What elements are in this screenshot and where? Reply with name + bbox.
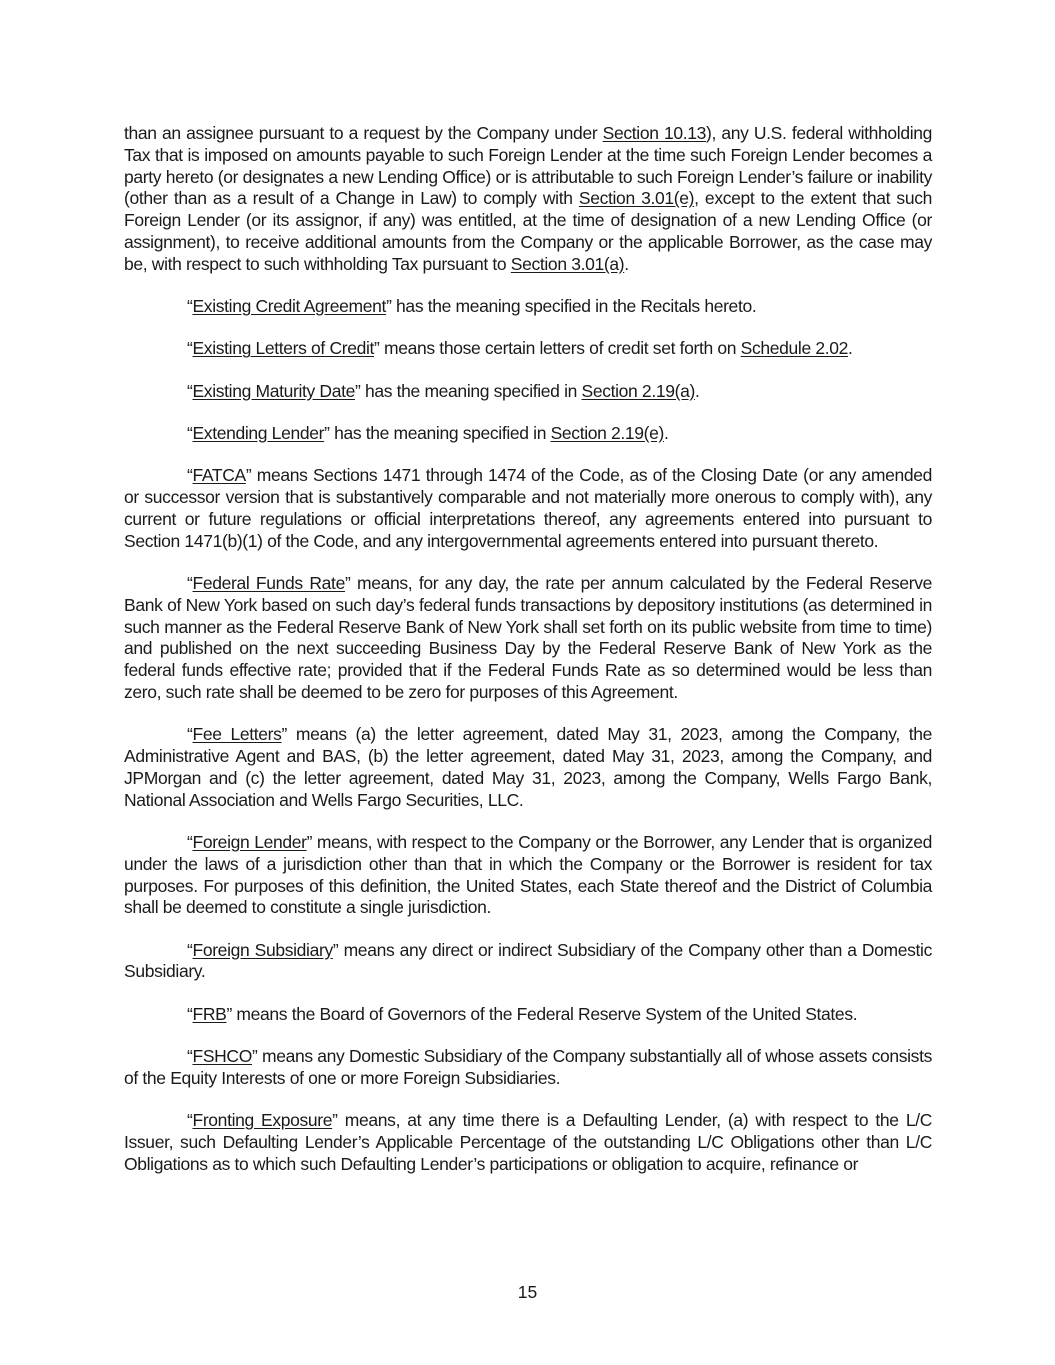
definition-paragraph [124, 381, 932, 403]
document-body [124, 123, 932, 1196]
text-run: ” means the Board of Governors of the Federal Reserve System of the United States. [226, 1003, 858, 1024]
defined-term: Foreign Lender [192, 831, 307, 852]
text-run: ” has the meaning specified in [354, 380, 582, 401]
text-run: ” has the meaning specified in the Recitals hereto. [386, 296, 757, 317]
cross-reference: Section 3.01(a) [510, 253, 625, 274]
text-run: ” means Sections 1471 through 1474 of the Code, as of the Closing Date (or any amended or successor version that is substantively comparable and not materially more onerous to comply with), any current or future regulations or official interpretations thereof, any agreements entered into pursuant to Section 1471(b)(1) of the Code, and any intergovernmental agreements entered into pursuant thereto. [124, 465, 932, 551]
text-run: “ [187, 465, 193, 486]
text-run: “ [187, 1046, 193, 1066]
text-run: . [664, 422, 669, 443]
text-run: . [624, 253, 629, 274]
text-run: ” means (a) the letter agreement, dated May 31, 2023, among the Company, the Administrative Agent and BAS, (b) the letter agreement, dated May 31, 2023, among the Company, and JPMorgan and (c) the letter agreement, dated May 31, 2023, among the Company, Wells Fargo Bank, National Association and Wells Fargo Securities, LLC. [124, 724, 933, 810]
definition-paragraph [124, 338, 932, 360]
cross-reference: Section 2.19(a) [581, 380, 695, 401]
text-run: “ [187, 338, 193, 359]
continuation-paragraph [124, 123, 932, 276]
text-run: “ [187, 572, 193, 593]
defined-term: FRB [192, 1003, 227, 1024]
text-run: ” means, at any time there is a Defaulting Lender, (a) with respect to the L/C Issuer, such Defaulting Lender’s Applicable Percentage of the outstanding L/C Obligations other than L/C Obligations as to which such Defaulting Lender’s participations or obligation to acquire, refinance or [124, 1110, 932, 1174]
definition-paragraph [124, 940, 932, 984]
text-run: ” means any Domestic Subsidiary of the Company substantially all of whose assets consists of the Equity Interests of one or more Foreign Subsidiaries. [124, 1046, 932, 1088]
cross-reference: Section 10.13 [602, 123, 706, 143]
defined-term: FATCA [192, 465, 246, 486]
text-run: “ [187, 1110, 193, 1131]
defined-term: Existing Credit Agreement [192, 296, 387, 317]
defined-term: Extending Lender [192, 422, 325, 443]
page-number: 15 [517, 1282, 538, 1302]
defined-term: Federal Funds Rate [192, 572, 345, 593]
text-run: “ [187, 422, 193, 443]
defined-term: Fee Letters [192, 724, 282, 745]
defined-term: Existing Maturity Date [192, 380, 355, 401]
definition-paragraph [124, 1004, 932, 1026]
definition-paragraph [124, 296, 932, 318]
definition-paragraph [124, 724, 932, 811]
definition-paragraph [124, 573, 932, 704]
text-run: “ [187, 296, 193, 317]
definition-paragraph [124, 423, 932, 445]
defined-term: FSHCO [192, 1046, 252, 1066]
text-run: ” means, for any day, the rate per annum calculated by the Federal Reserve Bank of New York based on such day’s federal funds transactions by depository institutions (as determined in such manner as the Federal Reserve Bank of New York shall set forth on its public website from time to time) and published on the next succeeding Business Day by the Federal Reserve Bank of New York as the federal funds effective rate; provided that if the Federal Funds Rate as so determined would be less than zero, such rate shall be deemed to be zero for purposes of this Agreement. [124, 572, 932, 702]
definition-paragraph [124, 1110, 932, 1175]
text-run: ” means those certain letters of credit set forth on [374, 338, 741, 359]
text-run: ” means any direct or indirect Subsidiary of the Company other than a Domestic Subsidiary. [124, 939, 932, 982]
text-run: “ [187, 1003, 193, 1024]
text-run: “ [187, 724, 193, 745]
text-run: ), any U.S. federal withholding Tax that is imposed on amounts payable to such Foreign Lender at the time such Foreign Lender becomes a party hereto (or designates a new Lending Office) or is attributable to such Foreign Lender’s failure or inability (other than as a result of a Change in Law) to comply with [124, 123, 933, 209]
defined-term: Foreign Subsidiary [192, 939, 333, 960]
cross-reference: Schedule 2.02 [740, 338, 849, 359]
text-run: ” means, with respect to the Company or the Borrower, any Lender that is organized under the laws of a jurisdiction other than that in which the Company or the Borrower is resident for tax purposes. For purposes of this definition, the United States, each State thereof and the District of Columbia shall be deemed to constitute a single jurisdiction. [124, 831, 932, 918]
defined-term: Fronting Exposure [192, 1110, 333, 1131]
definition-paragraph [124, 465, 932, 552]
definition-paragraph [124, 1046, 932, 1090]
text-run: . [848, 338, 853, 359]
defined-term: Existing Letters of Credit [192, 338, 375, 359]
text-run: , except to the extent that such Foreign Lender (or its assignor, if any) was entitled, at the time of designation of a new Lending Office (or assignment), to receive additional amounts from the Company or the applicable Borrower, as the case may be, with respect to such withholding Tax pursuant to [124, 188, 932, 274]
text-run: than an assignee pursuant to a request by the Company under [124, 123, 603, 143]
definition-paragraph [124, 832, 932, 919]
text-run: “ [187, 831, 193, 852]
text-run: . [694, 380, 700, 401]
text-run: “ [187, 380, 193, 401]
cross-reference: Section 2.19(e) [550, 422, 665, 443]
cross-reference: Section 3.01(e) [578, 188, 695, 209]
text-run: “ [187, 939, 193, 960]
text-run: ” has the meaning specified in [324, 422, 551, 443]
